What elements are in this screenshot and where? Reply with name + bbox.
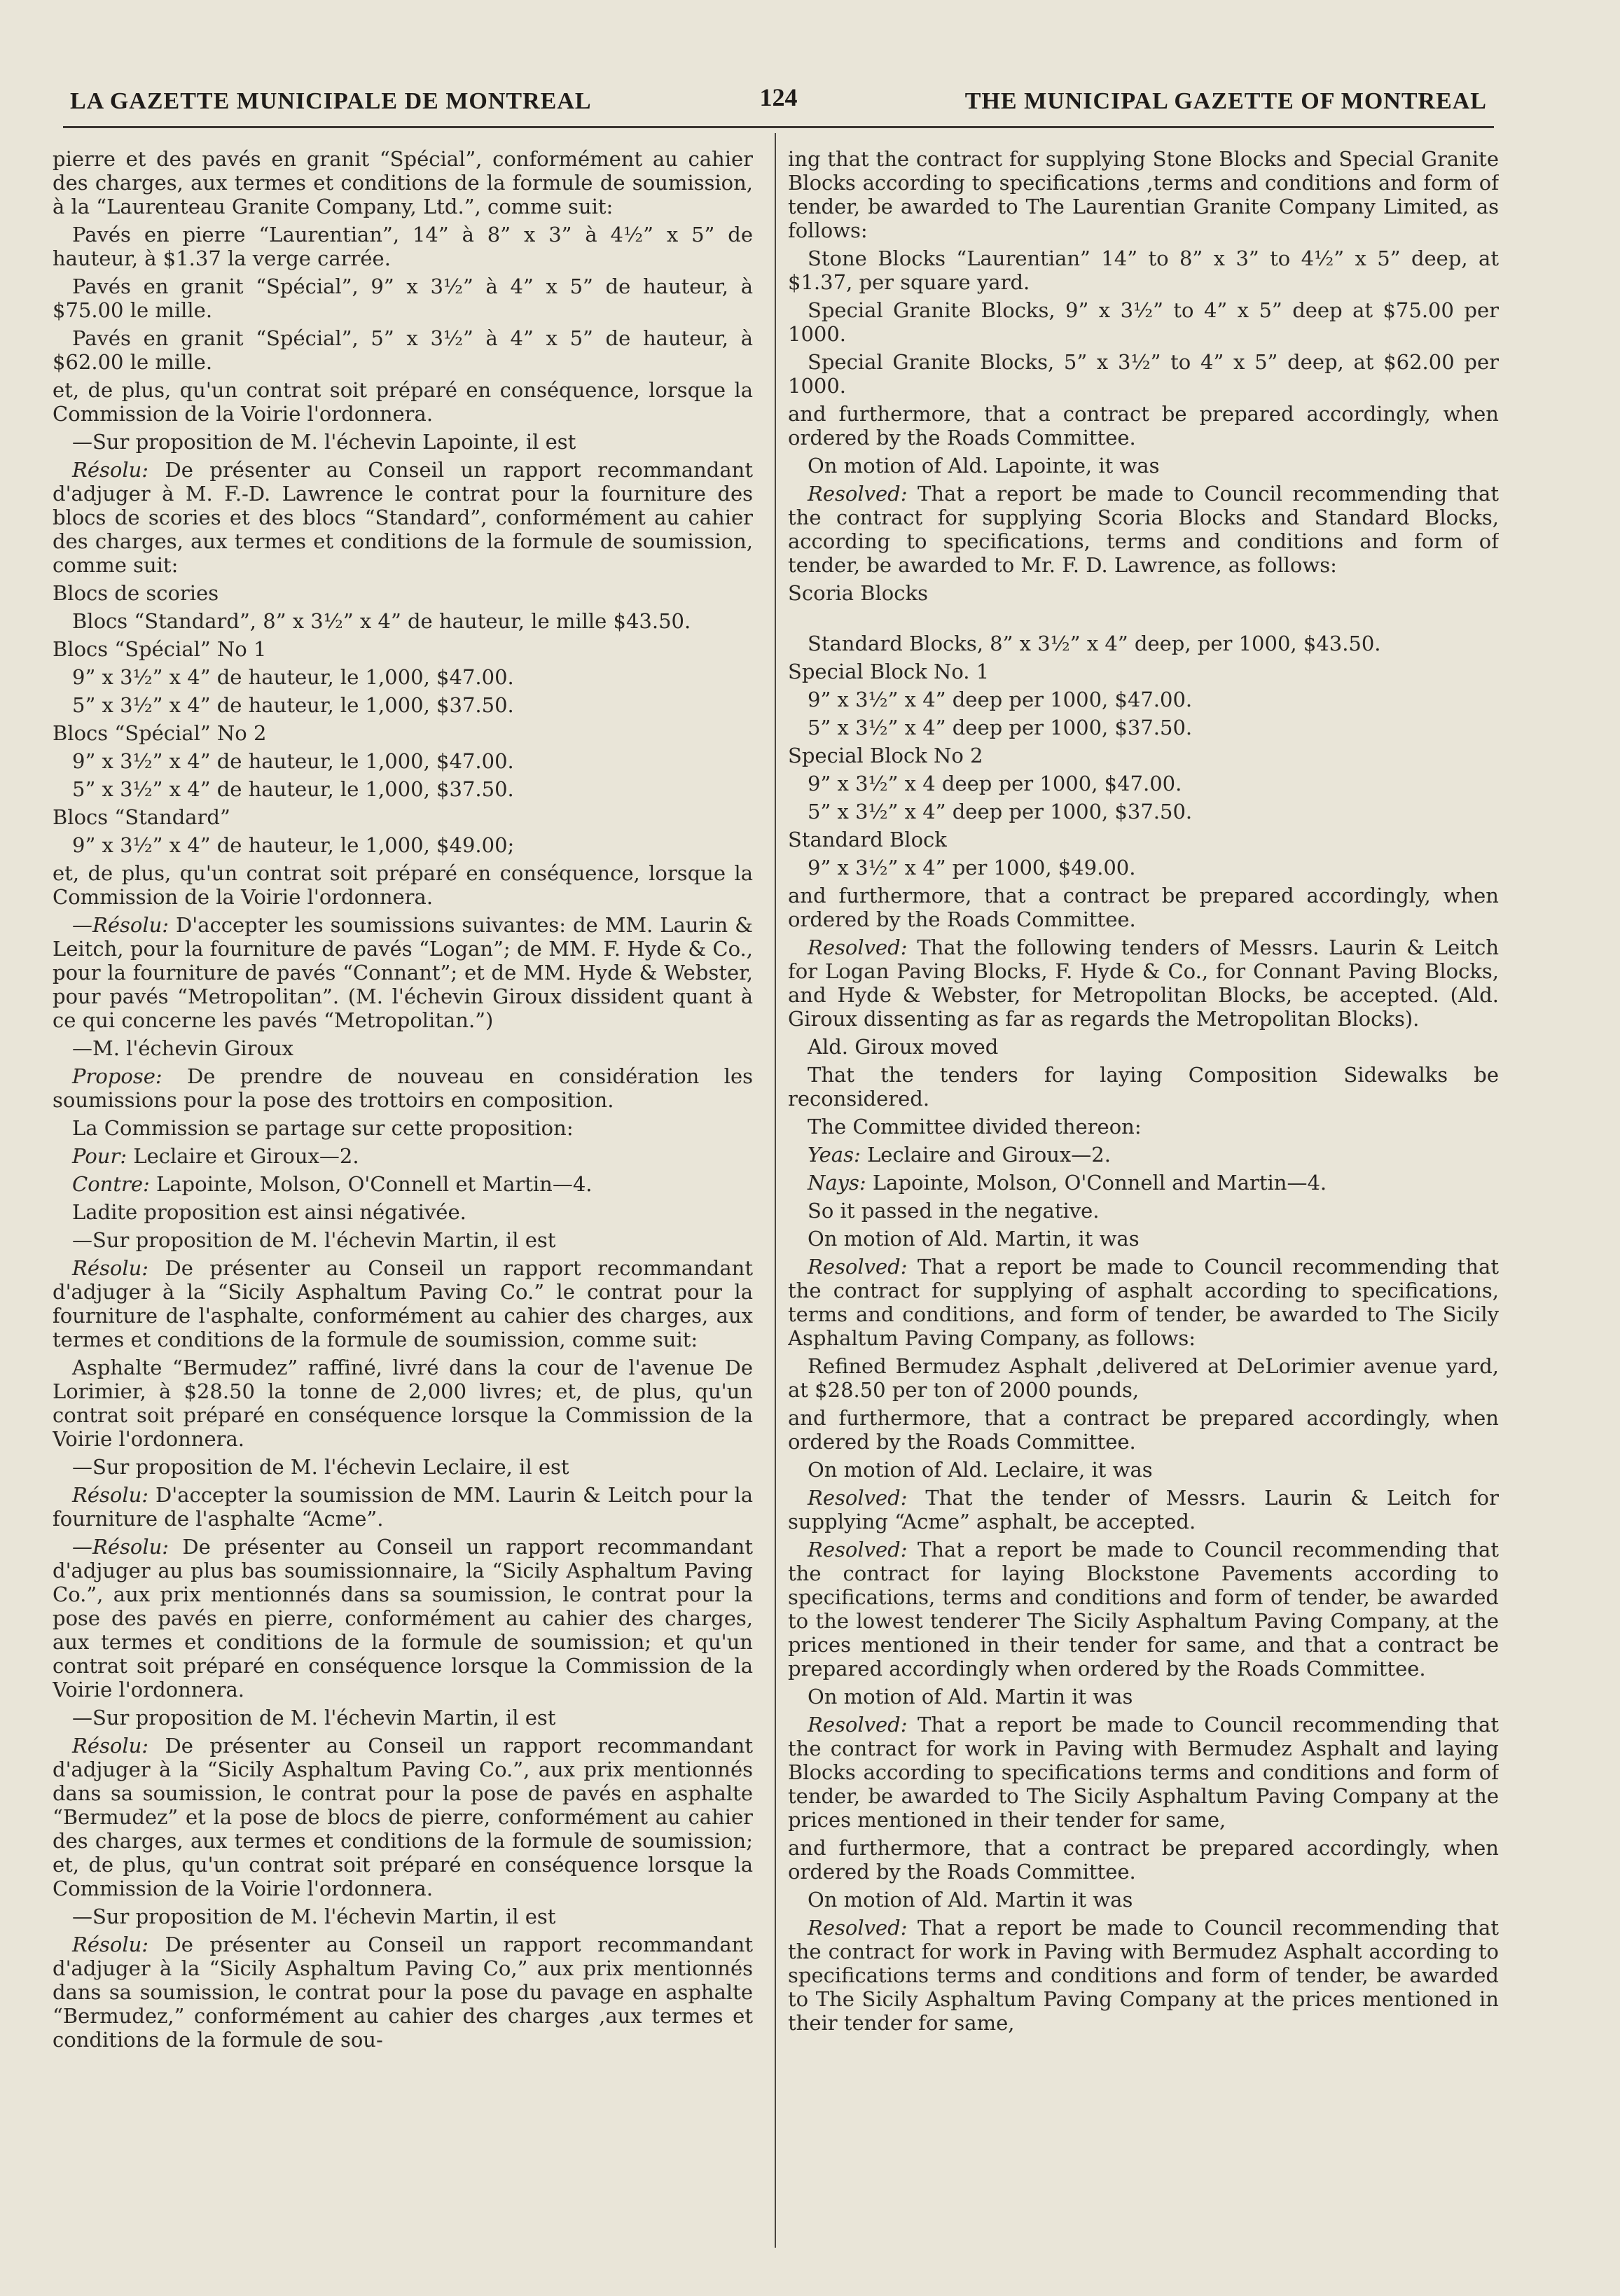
paragraph-text: et, de plus, qu'un contrat soit préparé en conséquence, lorsque la Commission de la Voirie l'ordonnera.: [53, 378, 753, 426]
paragraph: [788, 935, 1499, 1031]
paragraph: [53, 1706, 753, 1730]
paragraph: [788, 828, 1499, 851]
paragraph: [53, 665, 753, 689]
motion-label: Contre:: [72, 1172, 150, 1196]
paragraph-text: 5” x 3½” x 4” de hauteur, le 1,000, $37.50.: [72, 777, 514, 801]
paragraph-text: Special Granite Blocks, 9” x 3½” to 4” x 5” deep at $75.00 per 1000.: [788, 298, 1499, 346]
paragraph: [53, 1905, 753, 1928]
french-column: [53, 147, 753, 2248]
paragraph: [53, 147, 753, 218]
paragraph-text: ing that the contract for supplying Stone Blocks and Special Granite Blocks according to specifications ,terms and conditions and form of tender, be awarded to The Laurentian Granite Company Limited, as follows:: [788, 147, 1499, 242]
paragraph: [53, 274, 753, 322]
paragraph-text: and furthermore, that a contract be prepared accordingly, when ordered by the Roads Committee.: [788, 402, 1499, 450]
paragraph-text: 5” x 3½” x 4” de hauteur, le 1,000, $37.50.: [72, 693, 514, 717]
paragraph-text: Pavés en granit “Spécial”, 9” x 3½” à 4” x 5” de hauteur, à $75.00 le mille.: [53, 274, 753, 322]
paragraph-text: et, de plus, qu'un contrat soit préparé en conséquence, lorsque la Commission de la Voirie l'ordonnera.: [53, 861, 753, 909]
paragraph-text: and furthermore, that a contract be prepared accordingly, when ordered by the Roads Committee.: [788, 1406, 1499, 1454]
paragraph: [788, 482, 1499, 577]
paragraph-text: On motion of Ald. Leclaire, it was: [808, 1458, 1153, 1482]
paragraph: [788, 581, 1499, 605]
paragraph-text: Standard Blocks, 8” x 3½” x 4” deep, per 1000, $43.50.: [808, 632, 1381, 655]
paragraph: [53, 1483, 753, 1531]
paragraph-text: That the tender of Messrs. Laurin & Leitch for supplying “Acme” asphalt, be accepted.: [788, 1486, 1499, 1533]
paragraph: [788, 1227, 1499, 1251]
paragraph-text: Blocs de scories: [53, 581, 219, 605]
paragraph-text: Pavés en granit “Spécial”, 5” x 3½” à 4” x 5” de hauteur, à $62.00 le mille.: [53, 326, 753, 374]
paragraph: [788, 454, 1499, 478]
paragraph: [788, 716, 1499, 739]
paragraph-text: Scoria Blocks: [788, 581, 928, 605]
paragraph-text: Special Granite Blocks, 5” x 3½” to 4” x 5” deep, at $62.00 per 1000.: [788, 350, 1499, 398]
motion-label: Resolved:: [808, 1538, 908, 1561]
paragraph-text: De présenter au Conseil un rapport recommandant d'adjuger à la “Sicily Asphaltum Paving Co.” le contrat pour la fourniture de l'asphalte, conformément au cahier des charges, aux termes et conditions de la formule de soumission, comme suit:: [53, 1256, 753, 1351]
paragraph: [788, 350, 1499, 398]
paragraph-text: Asphalte “Bermudez” raffiné, livré dans la cour de l'avenue De Lorimier, à $28.50 la tonne de 2,000 livres; et, de plus, qu'un contrat soit préparé en conséquence lorsque la Commission de la Voirie l'ordonnera.: [53, 1356, 753, 1451]
paragraph: [53, 326, 753, 374]
paragraph: [53, 581, 753, 605]
paragraph-text: That a report be made to Council recommending that the contract for supplying Scoria Blocks and Standard Blocks, according to specifications, terms and conditions and form of tender, be awarded to Mr. F. D. Lawrence, as follows:: [788, 482, 1499, 577]
paragraph-text: 5” x 3½” x 4” deep per 1000, $37.50.: [808, 800, 1193, 823]
motion-label: Résolu:: [72, 1483, 149, 1507]
paragraph: [53, 1172, 753, 1196]
header-rule: [63, 126, 1494, 128]
paragraph-text: Blocs “Standard”: [53, 805, 230, 829]
paragraph: [53, 637, 753, 661]
paragraph-text: De présenter au Conseil un rapport recommandant d'adjuger à M. F.-D. Lawrence le contrat pour la fourniture des blocs de scories et des blocs “Standard”, conformément au cahier des charges, aux termes et conditions de la formule de soumission, comme suit:: [53, 458, 753, 577]
page-header: [70, 83, 1487, 125]
paragraph: [788, 1888, 1499, 1912]
motion-label: Pour:: [72, 1144, 127, 1168]
paragraph: [53, 378, 753, 426]
column-divider: [775, 133, 776, 2248]
paragraph-text: Blocs “Standard”, 8” x 3½” x 4” de hauteur, le mille $43.50.: [72, 609, 691, 633]
paragraph-text: Pavés en pierre “Laurentian”, 14” à 8” x 3” à 4½” x 5” de hauteur, à $1.37 la verge carrée.: [53, 223, 753, 270]
paragraph-text: That a report be made to Council recommending that the contract for work in Paving with Bermudez Asphalt according to specifications terms and conditions and form of tender, be awarded to The Sicily Asphaltum Paving Company at the prices mentioned in their tender for same,: [788, 1916, 1499, 2035]
paragraph-text: —Sur proposition de M. l'échevin Lapointe, il est: [72, 430, 576, 454]
paragraph: [788, 772, 1499, 795]
motion-label: Resolved:: [808, 482, 908, 506]
paragraph: [788, 856, 1499, 879]
paragraph: [53, 693, 753, 717]
paragraph-text: De prendre de nouveau en considération les soumissions pour la pose des trottoirs en composition.: [53, 1064, 753, 1112]
paragraph: [788, 1063, 1499, 1111]
motion-label: Resolved:: [808, 1713, 908, 1737]
paragraph: [788, 1406, 1499, 1454]
motion-label: Resolved:: [808, 1486, 908, 1510]
paragraph-text: De présenter au Conseil un rapport recommandant d'adjuger au plus bas soumissionnaire, la “Sicily Asphaltum Paving Co.”, aux prix mentionnés dans sa soumission, le contrat pour la pose des pavés en pierre, conformément au cahier des charges, aux termes et conditions de la formule de soumission; et qu'un contrat soit préparé en conséquence lorsque la Commission de la Voirie l'ordonnera.: [53, 1535, 753, 1702]
paragraph-text: D'accepter la soumission de MM. Laurin & Leitch pour la fourniture de l'asphalte “Acme”.: [53, 1483, 753, 1531]
paragraph: [788, 632, 1499, 655]
motion-label: Résolu:: [72, 1933, 149, 1956]
paragraph-text: —Sur proposition de M. l'échevin Martin, il est: [72, 1228, 556, 1252]
paragraph-text: On motion of Ald. Martin it was: [808, 1888, 1133, 1912]
paragraph-text: De présenter au Conseil un rapport recommandant d'adjuger à la “Sicily Asphaltum Paving Co.”, aux prix mentionnés dans sa soumission, le contrat pour la pose de pavés en asphalte “Bermudez” et la pose de blocs de pierre, conformément au cahier des charges, aux termes et conditions de la formule de soumission; et, de plus, qu'un contrat soit préparé en conséquence lorsque la Commission de la Voirie l'ordonnera.: [53, 1734, 753, 1900]
paragraph: [788, 1713, 1499, 1832]
paragraph-text: 9” x 3½” x 4” per 1000, $49.00.: [808, 856, 1136, 879]
paragraph: [788, 147, 1499, 242]
motion-label: Resolved:: [808, 935, 908, 959]
paragraph-text: Ald. Giroux moved: [808, 1035, 999, 1059]
page-number: 124: [759, 83, 798, 111]
paragraph-text: 9” x 3½” x 4 deep per 1000, $47.00.: [808, 772, 1182, 795]
paragraph-text: Lapointe, Molson, O'Connell and Martin—4.: [866, 1171, 1327, 1195]
paragraph: [53, 609, 753, 633]
paragraph-text: That a report be made to Council recommending that the contract for laying Blockstone Pavements according to specifications, terms and conditions and form of tender, be awarded to the lowest tenderer The Sicily Asphaltum Paving Company, at the prices mentioned in their tender for same, and that a contract be prepared accordingly when ordered by the Roads Committee.: [788, 1538, 1499, 1681]
paragraph: [788, 660, 1499, 683]
paragraph-text: The Committee divided thereon:: [808, 1115, 1142, 1139]
paragraph: [788, 1143, 1499, 1167]
motion-label: Propose:: [72, 1064, 162, 1088]
paragraph-text: On motion of Ald. Martin it was: [808, 1685, 1133, 1709]
paragraph-text: Standard Block: [788, 828, 947, 851]
paragraph-text: 9” x 3½” x 4” de hauteur, le 1,000, $47.00.: [72, 665, 514, 689]
paragraph: [788, 688, 1499, 711]
paragraph-text: Special Block No 2: [788, 744, 983, 767]
paragraph: [788, 1685, 1499, 1709]
paragraph: [53, 749, 753, 773]
paragraph-text: Lapointe, Molson, O'Connell et Martin—4.: [149, 1172, 593, 1196]
paragraph: [53, 1228, 753, 1252]
french-title: LA GAZETTE MUNICIPALE DE MONTREAL: [70, 88, 592, 114]
motion-label: Resolved:: [808, 1916, 908, 1940]
paragraph: [788, 1115, 1499, 1139]
paragraph: [53, 1116, 753, 1140]
paragraph: [53, 1036, 753, 1060]
paragraph-text: 9” x 3½” x 4” de hauteur, le 1,000, $49.00;: [72, 833, 515, 857]
paragraph: [53, 833, 753, 857]
paragraph-text: —Sur proposition de M. l'échevin Leclaire, il est: [72, 1455, 569, 1479]
paragraph-text: 9” x 3½” x 4” deep per 1000, $47.00.: [808, 688, 1193, 711]
paragraph-text: That a report be made to Council recommending that the contract for supplying of asphalt according to specifications, terms and conditions, and form of tender, be awarded to The Sicily Asphaltum Paving Company, as follows:: [788, 1255, 1499, 1350]
paragraph-text: De présenter au Conseil un rapport recommandant d'adjuger à la “Sicily Asphaltum Paving Co,” aux prix mentionnés dans sa soumission, le contrat pour la pose du pavage en asphalte “Bermudez,” conformément au cahier des charges ,aux termes et conditions de la formule de sou-: [53, 1933, 753, 2052]
paragraph: [53, 1455, 753, 1479]
paragraph-text: and furthermore, that a contract be prepared accordingly, when ordered by the Roads Committee.: [788, 884, 1499, 931]
motion-label: Yeas:: [808, 1143, 861, 1167]
paragraph-text: and furthermore, that a contract be prepared accordingly, when ordered by the Roads Committee.: [788, 1836, 1499, 1884]
motion-label: Résolu:: [72, 1256, 149, 1280]
paragraph: [788, 1035, 1499, 1059]
english-title: THE MUNICIPAL GAZETTE OF MONTREAL: [964, 88, 1487, 114]
paragraph-text: Leclaire and Giroux—2.: [860, 1143, 1111, 1167]
paragraph: [53, 430, 753, 454]
paragraph-text: That a report be made to Council recommending that the contract for work in Paving with Bermudez Asphalt and laying Blocks according to specifications terms and conditions and form of tender, be awarded to The Sicily Asphaltum Paving Company at the prices mentioned in their tender for same,: [788, 1713, 1499, 1832]
paragraph-text: On motion of Ald. Lapointe, it was: [808, 454, 1160, 478]
paragraph-text: On motion of Ald. Martin, it was: [808, 1227, 1140, 1251]
paragraph: [53, 1144, 753, 1168]
paragraph-text: 5” x 3½” x 4” deep per 1000, $37.50.: [808, 716, 1193, 739]
paragraph-text: Stone Blocks “Laurentian” 14” to 8” x 3” to 4½” x 5” deep, at $1.37, per square yard.: [788, 246, 1499, 294]
motion-label: —Résolu:: [72, 913, 169, 937]
paragraph: [53, 1064, 753, 1112]
paragraph: [53, 1734, 753, 1900]
motion-label: Résolu:: [72, 1734, 149, 1758]
paragraph: [53, 861, 753, 909]
paragraph: [788, 1171, 1499, 1195]
paragraph-text: La Commission se partage sur cette proposition:: [72, 1116, 574, 1140]
paragraph-text: 9” x 3½” x 4” de hauteur, le 1,000, $47.00.: [72, 749, 514, 773]
paragraph-text: —M. l'échevin Giroux: [72, 1036, 293, 1060]
paragraph-text: Leclaire et Giroux—2.: [127, 1144, 359, 1168]
paragraph: [53, 805, 753, 829]
paragraph-text: D'accepter les soumissions suivantes: de MM. Laurin & Leitch, pour la fourniture de pavés “Logan”; de MM. F. Hyde & Co., pour la fourniture de pavés “Connant”; et de MM. Hyde & Webster, pour pavés “Metropolitan”. (M. l'échevin Giroux dissident quant à ce qui concerne les pavés “Metropolitan.”): [53, 913, 753, 1032]
paragraph: [53, 913, 753, 1032]
paragraph: [788, 1255, 1499, 1350]
paragraph: [788, 800, 1499, 823]
paragraph: [788, 1354, 1499, 1402]
paragraph: [788, 1458, 1499, 1482]
paragraph: [53, 777, 753, 801]
paragraph: [53, 1356, 753, 1451]
paragraph-text: pierre et des pavés en granit “Spécial”, conformément au cahier des charges, aux termes et conditions de la formule de soumission, à la “Laurenteau Granite Company, Ltd.”, comme suit:: [53, 147, 753, 218]
paragraph: [788, 1916, 1499, 2035]
paragraph: [53, 223, 753, 270]
paragraph-text: Blocs “Spécial” No 1: [53, 637, 267, 661]
paragraph-text: Ladite proposition est ainsi négativée.: [72, 1200, 466, 1224]
paragraph-text: That the tenders for laying Composition Sidewalks be reconsidered.: [788, 1063, 1499, 1111]
paragraph-text: So it passed in the negative.: [808, 1199, 1100, 1223]
paragraph: [53, 1200, 753, 1224]
paragraph: [53, 1933, 753, 2052]
paragraph-text: Special Block No. 1: [788, 660, 990, 683]
motion-label: Resolved:: [808, 1255, 908, 1279]
paragraph-text: Blocs “Spécial” No 2: [53, 721, 267, 745]
paragraph-text: That the following tenders of Messrs. Laurin & Leitch for Logan Paving Blocks, F. Hyde & Co., for Connant Paving Blocks, and Hyde & Webster, for Metropolitan Blocks, be accepted. (Ald. Giroux dissenting as far as regards the Metropolitan Blocks).: [788, 935, 1499, 1031]
paragraph-text: —Sur proposition de M. l'échevin Martin, il est: [72, 1706, 556, 1730]
paragraph: [788, 1538, 1499, 1681]
motion-label: Nays:: [808, 1171, 866, 1195]
paragraph: [788, 1836, 1499, 1884]
paragraph: [788, 1486, 1499, 1533]
paragraph: [788, 298, 1499, 346]
paragraph: [788, 609, 1499, 627]
motion-label: —Résolu:: [72, 1535, 169, 1559]
paragraph: [788, 884, 1499, 931]
paragraph-text: —Sur proposition de M. l'échevin Martin, il est: [72, 1905, 556, 1928]
paragraph-text: Refined Bermudez Asphalt ,delivered at DeLorimier avenue yard, at $28.50 per ton of 2000 pounds,: [788, 1354, 1499, 1402]
paragraph: [53, 1535, 753, 1702]
english-column: [788, 147, 1499, 2248]
paragraph: [788, 246, 1499, 294]
paragraph: [53, 721, 753, 745]
motion-label: Résolu:: [72, 458, 149, 482]
paragraph: [788, 1199, 1499, 1223]
paragraph: [53, 1256, 753, 1351]
paragraph: [788, 402, 1499, 450]
paragraph: [788, 744, 1499, 767]
paragraph: [53, 458, 753, 577]
